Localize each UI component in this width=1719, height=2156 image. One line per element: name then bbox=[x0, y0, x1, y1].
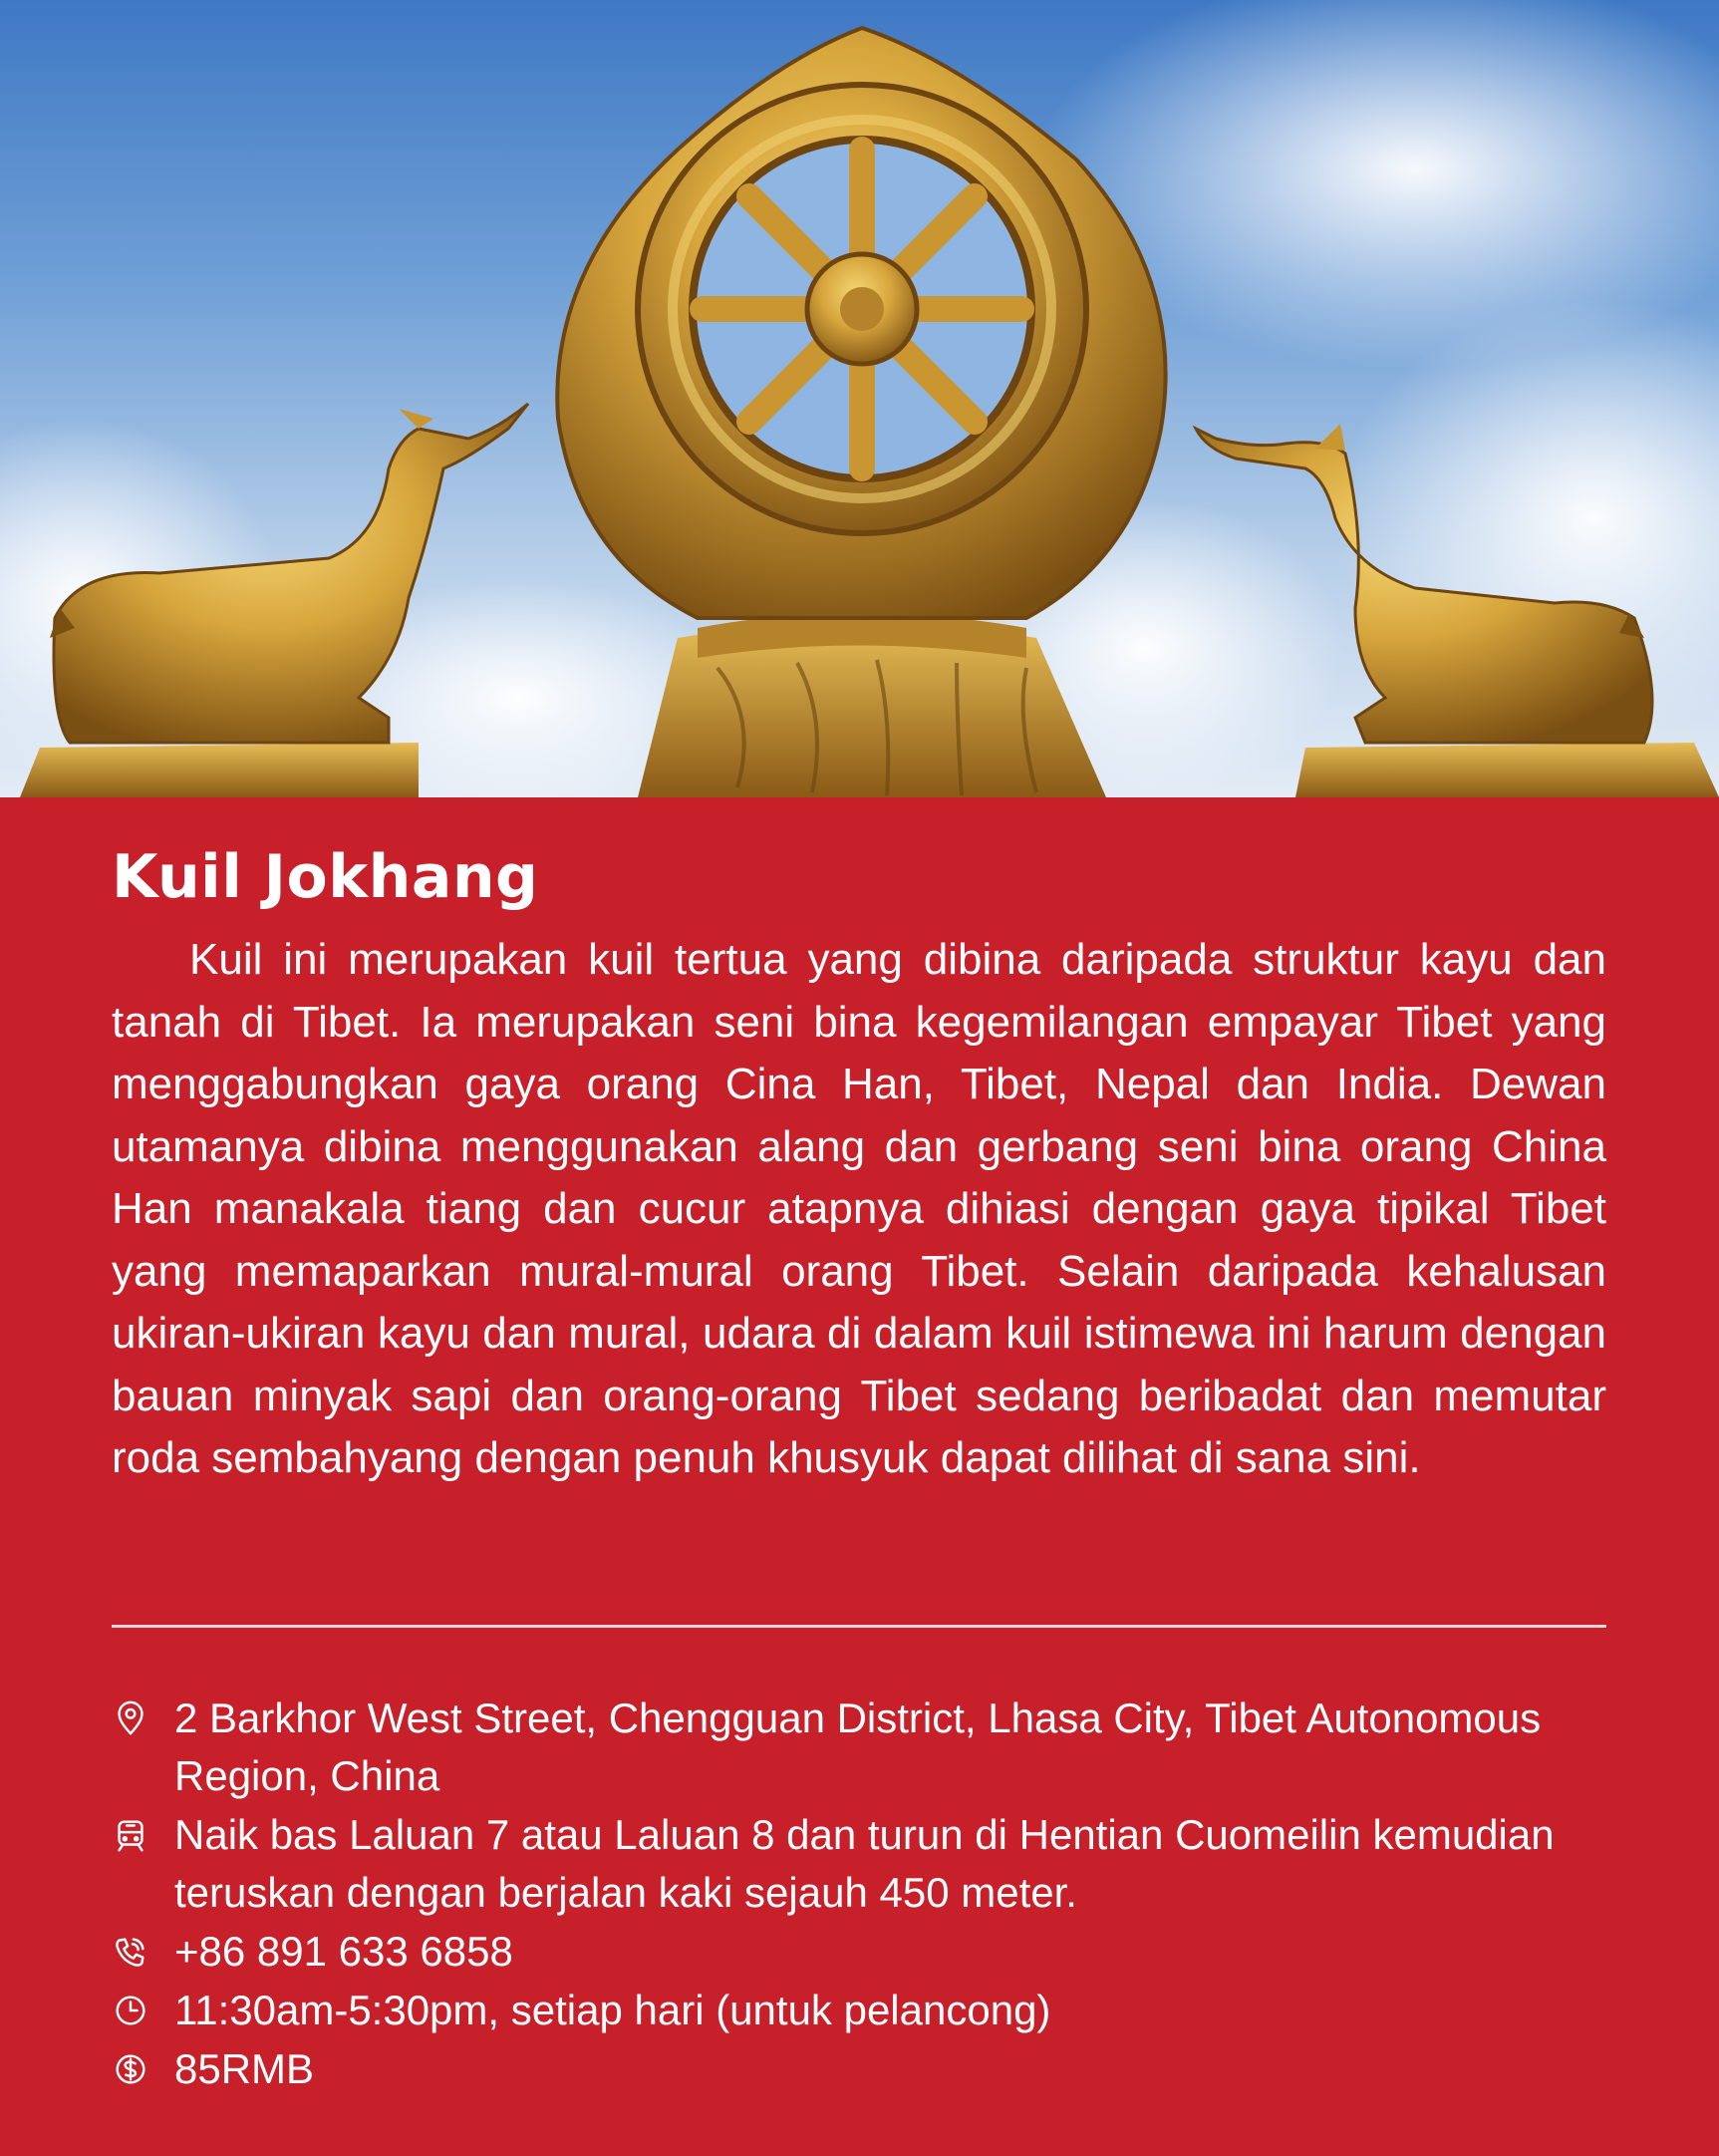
info-transport bbox=[112, 1806, 1606, 1922]
info-list bbox=[112, 1690, 1606, 2099]
dollar-coin-icon bbox=[112, 2040, 174, 2098]
transport-text: Naik bas Laluan 7 atau Laluan 8 dan turun di Hentian Cuomeilin kemudian teruskan dengan berjalan kaki sejauh 450 meter. bbox=[174, 1811, 1555, 1916]
info-phone bbox=[112, 1923, 1606, 1981]
info-price bbox=[112, 2040, 1606, 2098]
address-text: 2 Barkhor West Street, Chengguan District, Lhasa City, Tibet Autonomous Region, China bbox=[174, 1694, 1542, 1799]
description-paragraph: Kuil ini merupakan kuil tertua yang dibina daripada struktur kayu dan tanah di Tibet. Ia merupakan seni bina kegemilangan empayar Tibet yang menggabungkan gaya orang Cina Han, Tibet, Nepal dan India. Dewan utamanya dibina menggunakan alang dan gerbang seni bina orang China Han manakala tiang dan cucur atapnya dihiasi dengan gaya tipikal Tibet yang memaparkan mural-mural orang Tibet. Selain daripada kehalusan ukiran-ukiran kayu dan mural, udara di dalam kuil istimewa ini harum dengan bauan minyak sapi dan orang-orang Tibet sedang beribadat dan memutar roda sembahyang dengan penuh khusyuk dapat dilihat di sana sini. bbox=[112, 935, 1606, 1482]
train-icon bbox=[112, 1806, 174, 1864]
hours-text: 11:30am-5:30pm, setiap hari (untuk pelancong) bbox=[174, 1987, 1051, 2033]
phone-text[interactable]: +86 891 633 6858 bbox=[174, 1928, 513, 1975]
info-address bbox=[112, 1690, 1606, 1805]
location-pin-icon bbox=[112, 1690, 174, 1747]
price-text: 85RMB bbox=[174, 2045, 315, 2092]
clock-icon bbox=[112, 1982, 174, 2039]
info-hours bbox=[112, 1982, 1606, 2039]
divider bbox=[112, 1625, 1606, 1628]
hero-photo bbox=[0, 0, 1719, 797]
phone-icon bbox=[112, 1923, 174, 1981]
page-title: Kuil Jokhang bbox=[112, 842, 539, 912]
